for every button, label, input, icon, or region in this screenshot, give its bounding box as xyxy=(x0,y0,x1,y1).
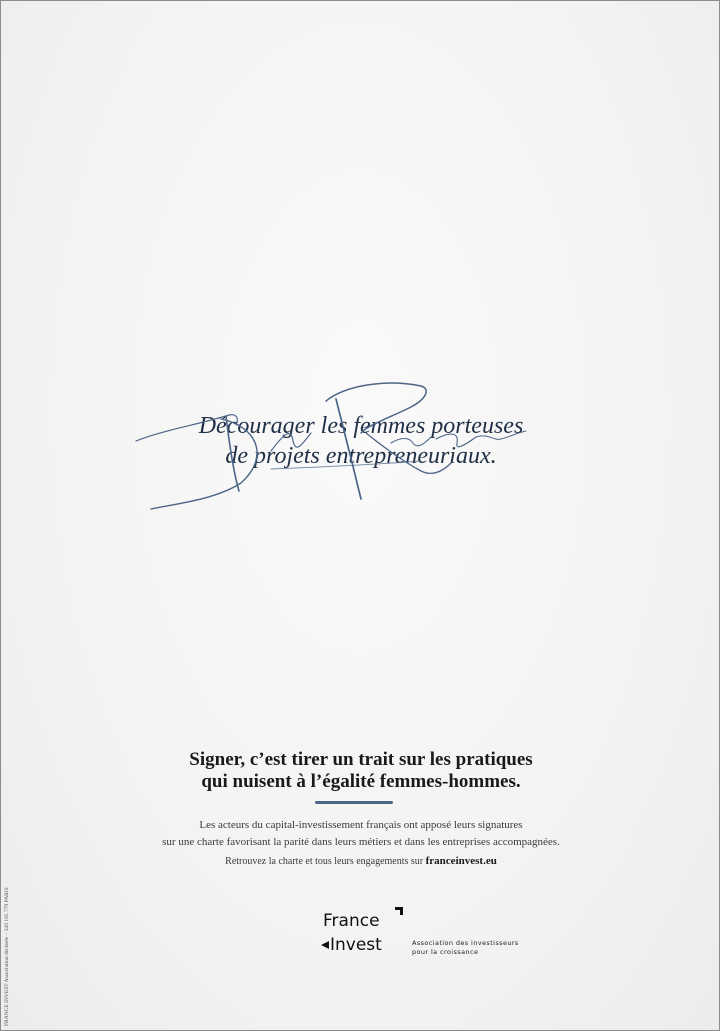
website-link[interactable]: franceinvest.eu xyxy=(425,855,497,867)
logo-word-france: France xyxy=(323,911,380,931)
legal-notice: FRANCE INVEST Association déclarée – 349 165 779 PARIS xyxy=(4,887,10,1026)
handwritten-signature xyxy=(121,371,561,521)
cta-text: Retrouvez la charte et tous leurs engagements sur xyxy=(225,856,424,867)
divider-stroke xyxy=(315,801,393,804)
logo-corner-mark-icon xyxy=(395,907,403,915)
logo-arrow-mark-icon xyxy=(321,941,329,949)
tagline-line-1: Signer, c’est tirer un trait sur les pratiques xyxy=(189,749,533,770)
logo-tagline-line-2: pour la croissance xyxy=(412,948,479,956)
call-to-action xyxy=(1,854,720,869)
headline-line-2: de projets entrepreneuriaux. xyxy=(225,443,497,469)
logo-word-invest: Invest xyxy=(330,935,382,955)
logo-tagline-line-1: Association des investisseurs xyxy=(412,939,519,947)
body-text xyxy=(1,817,720,851)
logo-tagline xyxy=(412,939,519,957)
body-line-1: Les acteurs du capital-investissement français ont apposé leurs signatures xyxy=(199,819,523,831)
body-line-2: sur une charte favorisant la parité dans leurs métiers et dans les entreprises accompagnées. xyxy=(162,836,560,848)
tagline-line-2: qui nuisent à l’égalité femmes-hommes. xyxy=(201,771,521,792)
headline-line-1: Décourager les femmes porteuses xyxy=(198,413,524,439)
tagline xyxy=(1,749,720,793)
